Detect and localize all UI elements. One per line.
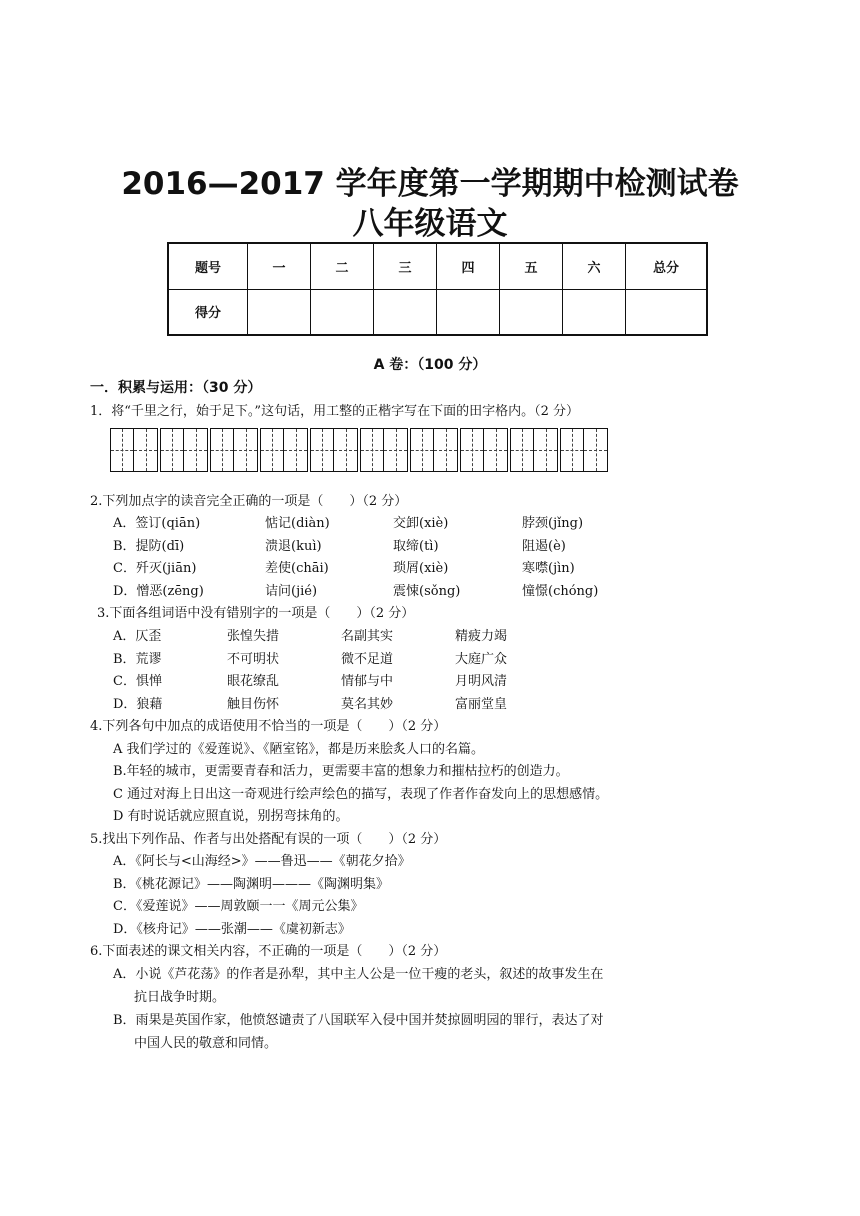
grid-cell[interactable] (460, 428, 508, 472)
q6-option-b-cont: 中国人民的敬意和同情。 (134, 1036, 278, 1051)
q4-option: D 有时说话就应照直说，别拐弯抹角的。 (113, 809, 349, 824)
header-cell: 三 (374, 243, 437, 289)
q5-option: D．《核舟记》——张潮——《虞初新志》 (113, 922, 351, 937)
q3-option: 富丽堂皇 (455, 697, 508, 712)
q3-option: 精疲力竭 (455, 629, 508, 644)
q2-option: 惦记(diàn) (265, 516, 330, 531)
score-table (167, 242, 708, 336)
q4-option: C 通过对海上日出这一奇观进行绘声绘色的描写，表现了作者作奋发向上的思想感情。 (113, 787, 609, 802)
paper-a-heading: A 卷：（100 分） (373, 357, 487, 373)
score-cell[interactable] (500, 289, 563, 335)
writing-grid[interactable] (110, 428, 610, 472)
header-cell: 总分 (626, 243, 708, 289)
q2-option: 溃退(kuì) (265, 539, 322, 554)
score-cell[interactable] (563, 289, 626, 335)
score-table-header-row (168, 243, 707, 289)
q3-option: A．仄歪 (113, 629, 162, 644)
score-table-score-row (168, 289, 707, 335)
question-5-stem: 5.找出下列作品、作者与出处搭配有误的一项（ ）（2 分） (90, 832, 447, 847)
q4-option: B.年轻的城市，更需要青春和活力，更需要丰富的想象力和摧枯拉朽的创造力。 (113, 764, 569, 779)
q2-option: 寒噤(jìn) (522, 561, 575, 576)
q6-option-a: A．小说《芦花荡》的作者是孙犁，其中主人公是一位干瘦的老头，叙述的故事发生在 (113, 967, 604, 982)
header-cell: 四 (437, 243, 500, 289)
q3-option: D．狼藉 (113, 697, 163, 712)
exam-title: 2016—2017 学年度第一学期期中检测试卷 (121, 166, 739, 202)
q2-option: 差使(chāi) (265, 561, 329, 576)
q2-option: 震悚(sǒng) (393, 584, 461, 599)
q3-option: 名副其实 (341, 629, 394, 644)
q6-option-b: B．雨果是英国作家，他愤怒谴责了八国联军入侵中国并焚掠圆明园的罪行，表达了对 (113, 1013, 604, 1028)
row-label: 得分 (168, 289, 248, 335)
grid-cell[interactable] (410, 428, 458, 472)
score-cell[interactable] (311, 289, 374, 335)
grid-cell[interactable] (560, 428, 608, 472)
q5-option: A．《阿长与<山海经>》——鲁迅——《朝花夕拾》 (113, 854, 411, 869)
q2-option: D．憎恶(zēng) (113, 584, 204, 599)
header-cell: 二 (311, 243, 374, 289)
q3-option: 情郁与中 (341, 674, 394, 689)
q5-option: B．《桃花源记》——陶渊明———《陶渊明集》 (113, 877, 390, 892)
header-cell: 五 (500, 243, 563, 289)
grid-cell[interactable] (310, 428, 358, 472)
grid-cell[interactable] (210, 428, 258, 472)
grid-cell[interactable] (160, 428, 208, 472)
question-6-stem: 6.下面表述的课文相关内容，不正确的一项是（ ）（2 分） (90, 944, 447, 959)
q3-option: 微不足道 (341, 652, 394, 667)
q2-option: 诘问(jié) (265, 584, 318, 599)
question-4-stem: 4.下列各句中加点的成语使用不恰当的一项是（ ）（2 分） (90, 719, 447, 734)
q3-option: 触目伤怀 (227, 697, 280, 712)
score-cell[interactable] (437, 289, 500, 335)
header-cell: 一 (248, 243, 311, 289)
q3-option: 张惶失措 (227, 629, 280, 644)
q2-option: B．提防(dī) (113, 539, 185, 554)
grid-cell[interactable] (110, 428, 158, 472)
q3-option: 大庭广众 (455, 652, 508, 667)
q2-option: 取缔(tì) (393, 539, 439, 554)
q3-option: B．荒谬 (113, 652, 162, 667)
q2-option: 琐屑(xiè) (393, 561, 449, 576)
header-cell: 题号 (168, 243, 248, 289)
grid-cell[interactable] (360, 428, 408, 472)
q3-option: 莫名其妙 (341, 697, 394, 712)
q2-option: 阻遏(è) (522, 539, 566, 554)
score-cell[interactable] (374, 289, 437, 335)
q4-option: A 我们学过的《爱莲说》、《陋室铭》，都是历来脍炙人口的名篇。 (113, 742, 485, 757)
q2-option: 憧憬(chóng) (522, 584, 599, 599)
section-1-heading: 一．积累与运用：（30 分） (90, 380, 262, 396)
q2-option: A．签订(qiān) (113, 516, 201, 531)
q2-option: C．歼灭(jiān) (113, 561, 197, 576)
exam-subtitle: 八年级语文 (352, 206, 508, 242)
question-2-stem: 2.下列加点字的读音完全正确的一项是（ ）（2 分） (90, 494, 408, 509)
grid-cell[interactable] (510, 428, 558, 472)
q5-option: C．《爱莲说》——周敦颐一一《周元公集》 (113, 899, 364, 914)
header-cell: 六 (563, 243, 626, 289)
q3-option: 眼花缭乱 (227, 674, 280, 689)
question-3-stem: 3.下面各组词语中没有错别字的一项是（ ）（2 分） (97, 606, 415, 621)
grid-cell[interactable] (260, 428, 308, 472)
q2-option: 脖颈(jǐng) (522, 516, 584, 531)
q2-option: 交卸(xiè) (393, 516, 449, 531)
score-cell[interactable] (248, 289, 311, 335)
q6-option-a-cont: 抗日战争时期。 (134, 990, 226, 1005)
q3-option: 不可明状 (227, 652, 280, 667)
score-cell[interactable] (626, 289, 708, 335)
q3-option: C．惧惮 (113, 674, 162, 689)
question-1: 1．将“千里之行，始于足下。”这句话，用工整的正楷字写在下面的田字格内。（2 分） (90, 404, 579, 419)
q3-option: 月明风清 (455, 674, 508, 689)
